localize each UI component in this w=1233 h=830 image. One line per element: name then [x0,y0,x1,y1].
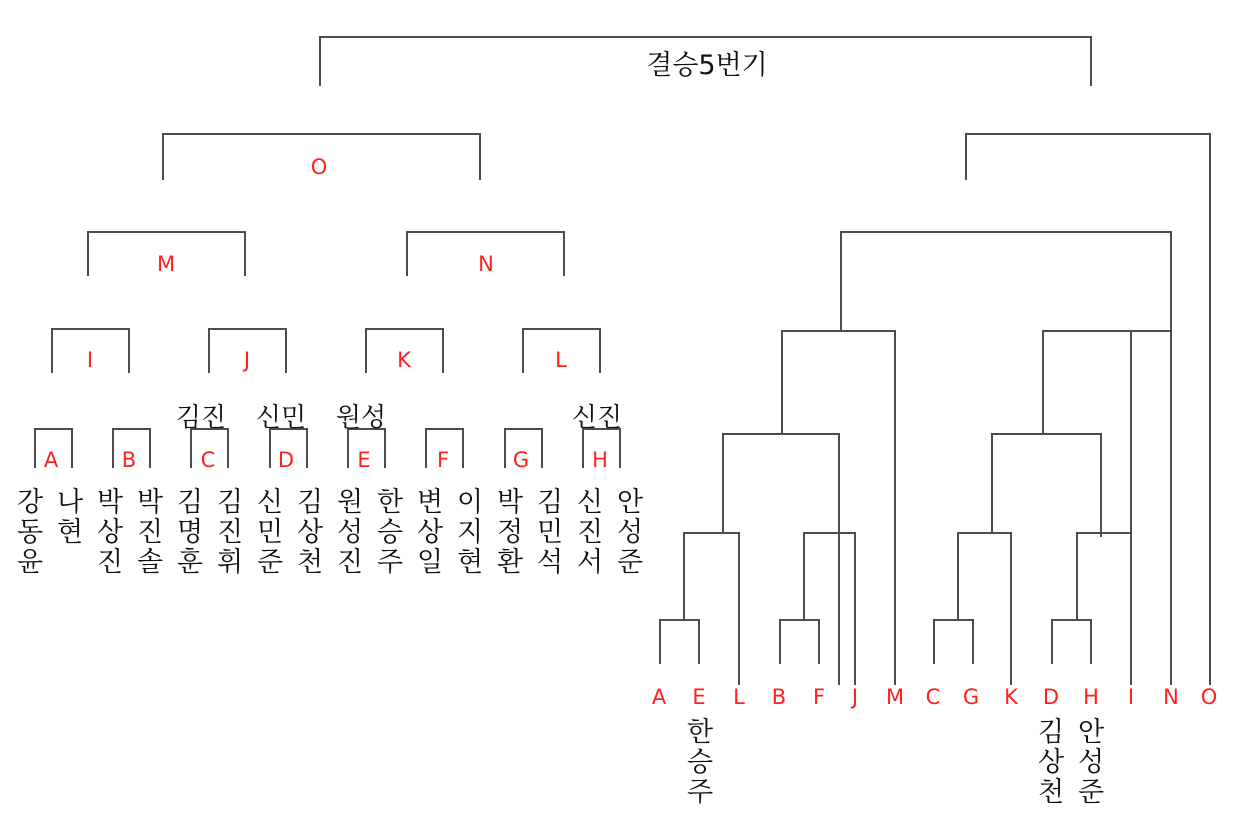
player-name [57,488,83,548]
bracket-line [722,433,839,435]
player-name-char: 성 [1077,747,1105,779]
player-name-char: 동 [16,517,44,549]
bracket-line [285,328,287,373]
round-label-o: O [310,155,328,179]
player-name [97,488,123,579]
bracket-line [442,328,444,373]
bracket-line [479,133,481,180]
player-name-char: 정 [496,517,524,549]
bracket-line [34,428,72,430]
player-name-char: 일 [416,547,444,579]
right-seed-label-1: E [692,685,706,709]
right-seed-label-6: M [885,685,905,709]
right-seed-label-8: G [962,685,980,709]
bracket-line [269,428,271,468]
player-name [17,488,43,579]
player-name-char: 한 [686,717,714,748]
player-name [617,488,643,579]
bracket-line [781,330,783,434]
bracket-line [190,428,192,468]
advancing-player-name-0: 김진 [175,403,227,433]
bracket-line [991,433,1101,435]
advancing-player-name-3: 신진 [571,403,623,433]
bracket-line [840,231,1170,233]
bracket-line [522,328,524,373]
round-label-j: J [243,348,251,372]
player-name-char: 진 [136,517,164,549]
right-seed-label-14: O [1200,685,1218,709]
bracket-line [1051,619,1053,664]
bracket-line [227,428,229,468]
round-label-n: N [478,252,494,276]
bracket-line [933,619,973,621]
player-name [577,488,603,579]
bracket-line [1076,532,1130,534]
bracket-line [957,532,1011,534]
bracket-line [683,532,739,534]
player-name [417,488,443,579]
bracket-line [803,532,805,620]
bracket-line [208,328,286,330]
player-name-char: 승 [686,747,714,779]
bracket-line [319,36,1091,38]
bracket-line [818,619,820,664]
right-seed-label-2: L [733,685,745,709]
bracket-line [840,231,842,331]
player-name-char: 천 [296,547,324,579]
bracket-line [1042,330,1170,332]
bracket-line [779,619,781,664]
bracket-line [149,428,151,468]
player-name-char: 준 [616,547,644,579]
player-name [497,488,523,579]
right-seed-label-13: N [1163,685,1179,709]
player-name [687,718,713,809]
player-name-char: 천 [1037,777,1065,809]
player-name-char: 준 [256,547,284,579]
round-label-k: K [397,348,411,372]
player-name-char: 신 [256,487,284,518]
seed-label-c: C [200,448,216,472]
player-name-char: 김 [536,487,564,518]
player-name [337,488,363,579]
bracket-line [406,231,564,233]
seed-label-b: B [121,448,137,472]
advancing-player-name-2: 원성 [335,403,387,433]
right-seed-label-12: I [1127,685,1135,709]
advancing-player-name-1: 신민 [255,403,307,433]
bracket-line [541,428,543,468]
player-name-char: 진 [336,547,364,579]
player-name-char: 상 [96,517,124,549]
player-name-char: 성 [616,517,644,549]
bracket-line [838,433,840,685]
bracket-line [854,532,856,685]
player-name-char: 현 [456,547,484,579]
seed-label-g: G [512,448,530,472]
bracket-line [34,428,36,468]
player-name [257,488,283,579]
bracket-line [522,328,600,330]
right-seed-label-10: D [1042,685,1060,709]
player-name-char: 김 [216,487,244,518]
seed-label-d: D [277,448,295,472]
seed-label-h: H [592,448,608,472]
player-name-char: 윤 [16,547,44,579]
player-name-char: 승 [376,517,404,549]
bracket-line [965,133,1210,135]
bracket-line [112,428,114,468]
player-name-char: 김 [176,487,204,518]
player-name-char: 주 [376,547,404,579]
player-name-char: 나 [56,487,84,518]
player-name [297,488,323,579]
player-name-char: 민 [536,517,564,549]
right-seed-label-3: B [771,685,787,709]
player-name-char: 강 [16,487,44,518]
bracket-line [599,328,601,373]
bracket-line [425,428,463,430]
bracket-line [51,328,129,330]
bracket-line [87,231,245,233]
seed-label-a: A [43,448,59,472]
bracket-line [1076,532,1078,620]
bracket-line [504,428,542,430]
right-seed-label-4: F [812,685,826,709]
bracket-line [1042,330,1044,434]
bracket-line [384,428,386,468]
bracket-line [563,231,565,276]
player-name-char: 주 [686,777,714,809]
player-name-char: 민 [256,517,284,549]
final-match-label: 결승5번기 [646,50,768,81]
bracket-line [128,328,130,373]
bracket-line [319,36,321,86]
player-name-char: 원 [336,487,364,518]
right-seed-label-5: J [851,685,859,709]
player-name [457,488,483,579]
player-name-char: 진 [96,547,124,579]
seed-label-f: F [436,448,450,472]
bracket-line [779,619,819,621]
bracket-line [582,428,584,468]
player-name-char: 상 [1037,747,1065,779]
bracket-line [781,330,895,332]
player-name-char: 상 [296,517,324,549]
player-name-char: 진 [216,517,244,549]
player-name-char: 김 [296,487,324,518]
player-name-char: 안 [1077,717,1105,748]
bracket-line [244,231,246,276]
player-name-char: 변 [416,487,444,518]
player-name-char: 진 [576,517,604,549]
player-name [377,488,403,579]
bracket-line [51,328,53,373]
right-seed-label-0: A [651,685,667,709]
round-label-l: L [555,348,567,372]
bracket-line [87,231,89,276]
bracket-line [162,133,164,180]
player-name-char: 안 [616,487,644,518]
bracket-line [504,428,506,468]
player-name-char: 김 [1037,717,1065,748]
bracket-line [71,428,73,468]
player-name [137,488,163,579]
right-seed-label-11: H [1083,685,1099,709]
bracket-line [803,532,855,534]
bracket-line [1051,619,1091,621]
seed-label-e: E [357,448,371,472]
bracket-line [1010,532,1012,685]
player-name-char: 신 [576,487,604,518]
bracket-line [112,428,150,430]
bracket-line [462,428,464,468]
bracket-line [306,428,308,468]
bracket-line [1090,619,1092,664]
player-name-char: 솔 [136,547,164,579]
bracket-line [365,328,443,330]
bracket-line [698,619,700,664]
bracket-line [1130,330,1132,685]
bracket-line [619,428,621,468]
right-seed-label-7: C [925,685,941,709]
player-name [177,488,203,579]
player-name [1078,718,1104,809]
bracket-line [933,619,935,664]
player-name-char: 환 [496,547,524,579]
bracket-line [425,428,427,468]
player-name-char: 박 [136,487,164,518]
bracket-line [683,532,685,620]
player-name-char: 현 [56,517,84,549]
round-label-i: I [86,348,94,372]
player-name-char: 명 [176,517,204,549]
player-name-char: 상 [416,517,444,549]
bracket-line [722,433,724,533]
bracket-line [162,133,480,135]
bracket-line [208,328,210,373]
bracket-line [1209,133,1211,685]
bracket-line [991,433,993,533]
player-name-char: 박 [96,487,124,518]
player-name-char: 박 [496,487,524,518]
bracket-line [957,532,959,620]
player-name-char: 이 [456,487,484,518]
bracket-line [365,328,367,373]
bracket-line [659,619,699,621]
bracket-line [1100,433,1102,537]
bracket-line [894,330,896,685]
player-name [1038,718,1064,809]
bracket-line [406,231,408,276]
player-name-char: 준 [1077,777,1105,809]
bracket-line [1090,36,1092,86]
bracket-line [965,133,967,180]
player-name-char: 훈 [176,547,204,579]
bracket-line [347,428,349,468]
bracket-line [1170,231,1172,685]
bracket-line [972,619,974,664]
player-name [217,488,243,579]
player-name [537,488,563,579]
player-name-char: 휘 [216,547,244,579]
player-name-char: 서 [576,547,604,579]
player-name-char: 지 [456,517,484,549]
player-name-char: 성 [336,517,364,549]
right-seed-label-9: K [1004,685,1018,709]
player-name-char: 한 [376,487,404,518]
bracket-line [659,619,661,664]
player-name-char: 석 [536,547,564,579]
round-label-m: M [156,252,176,276]
bracket-line [738,532,740,685]
